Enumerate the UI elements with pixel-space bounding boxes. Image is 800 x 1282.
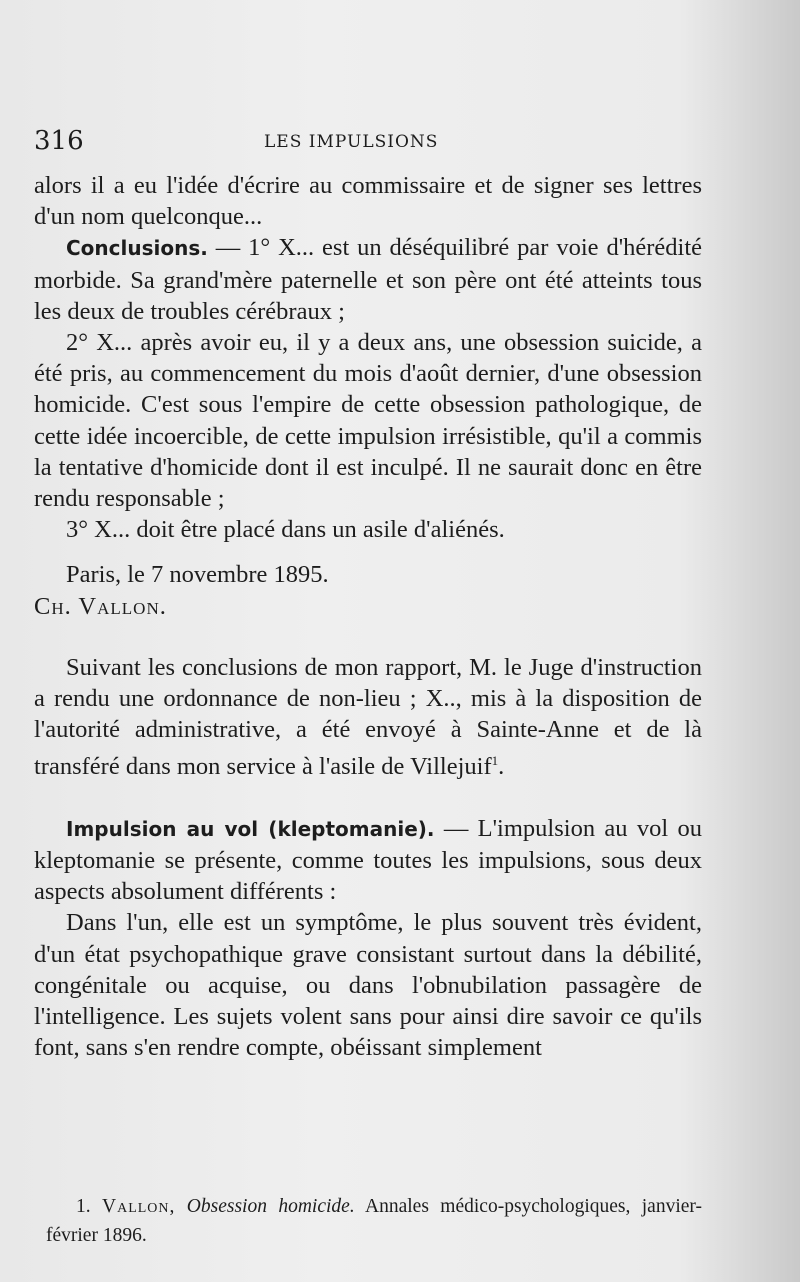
footnote-rest: Annales médico-psychologiques, janvier-février 1896. <box>46 1196 703 1246</box>
page-body <box>34 170 702 1063</box>
kleptomanie-label: Impulsion au vol (kleptomanie). <box>66 816 435 841</box>
paragraph-dans-lun: Dans l'un, elle est un symptôme, le plus souvent très évident, d'un état psychopathique grave consistant surtout dans la débilité, congénitale ou acquise, ou dans l'obnubilation passagère de l'intelligence. Les sujets volent sans pour ainsi dire savoir ce qu'ils font, sans s'en rendre compte, obéissant simplement <box>34 909 702 1062</box>
paragraph-kleptomanie <box>34 813 702 908</box>
paragraph-3: 3° X... doit être placé dans un asile d'aliénés. <box>66 516 505 544</box>
footnote <box>46 1192 702 1250</box>
footnote-title: Obsession homicide. <box>175 1196 355 1217</box>
paragraph-1: alors il a eu l'idée d'écrire au commissaire et de signer ses lettres d'un nom quelconque... <box>34 172 702 231</box>
paragraph-conclusions <box>34 232 702 327</box>
date-line: Paris, le 7 novembre 1895. <box>66 561 329 589</box>
signature-text: Ch. Vallon. <box>34 592 167 620</box>
paragraph-2: 2° X... après avoir eu, il y a deux ans, une obsession suicide, a été pris, au commencement du mois d'août dernier, d'une obsession homicide. C'est sous l'empire de cette obsession pathologique, de cette idée incoercible, de cette impulsion irrésistible, qu'il a commis la tentative d'homicide dont il est inculpé. Il ne saurait donc en être rendu responsable ; <box>34 329 702 513</box>
footnote-ref: 1 <box>491 753 499 769</box>
page-number: 316 <box>34 126 84 156</box>
signature <box>34 591 702 622</box>
page-header <box>34 126 714 156</box>
footnote-author: Vallon, <box>102 1196 176 1217</box>
footnote-number: 1. <box>76 1196 103 1217</box>
kleptomanie-text: — L'impulsion au vol ou kleptomanie se présente, comme toutes les impulsions, sous deux aspects absolument différents : <box>34 814 702 906</box>
ordonnance-end: . <box>498 753 505 781</box>
conclusions-text: — 1° X... est un déséquilibré par voie d'hérédité morbide. Sa grand'mère paternelle et son père ont été atteints tous les deux de troubles cérébraux ; <box>34 234 702 325</box>
ordonnance-text: Suivant les conclusions de mon rapport, M. le Juge d'instruction a rendu une ordonnance de non-lieu ; X.., mis à la disposition de l'autorité administrative, a été envoyé à Sainte-Anne et de là transféré dans mon service à l'asile de Villejuif <box>34 653 702 781</box>
conclusions-label: Conclusions. <box>66 236 208 261</box>
paragraph-ordonnance <box>34 652 702 783</box>
running-title: LES IMPULSIONS <box>264 132 439 152</box>
